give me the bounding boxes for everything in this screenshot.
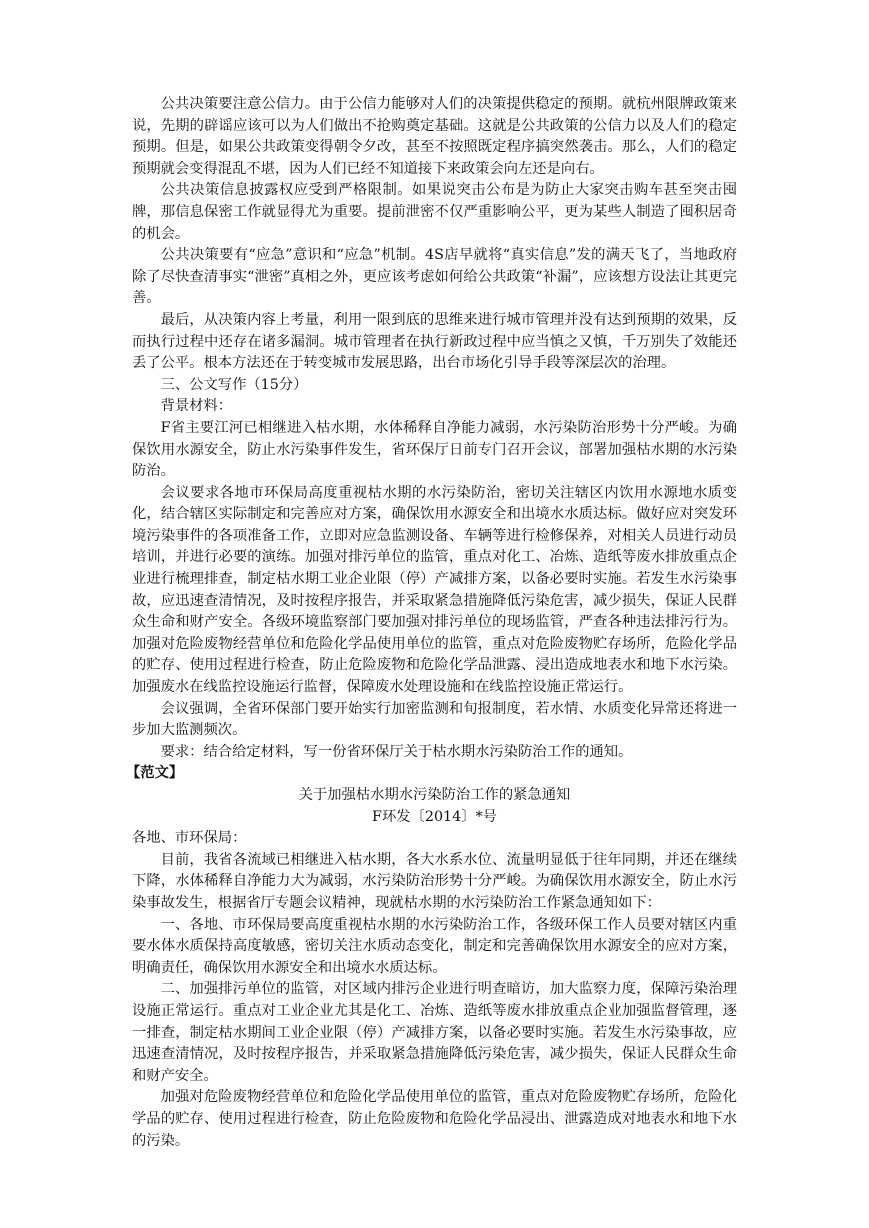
paragraph: 公共决策要有“应急”意识和“应急”机制。4S店早就将“真实信息”发的满天飞了，当地政府除了尽快查清事实“泄密”真相之外，更应该考虑如何给公共政策“补漏”，应该想方设法让其更完善。 xyxy=(132,247,737,307)
notice-paragraph: 二、加强排污单位的监管，对区域内排污企业进行明查暗访，加大监察力度，保障污染治理设施正常运行。重点对工业企业尤其是化工、冶炼、造纸等废水排放重点企业加强监督管理，逐一排查，制定枯水期间工业企业限（停）产减排方案，以备必要时实施。若发生水污染事故，应迅速查清情况，及时按程序报告，并采取紧急措施降低污染危害，减少损失，保证人民群众生命和财产安全。 xyxy=(132,981,737,1084)
background-label: 背景材料： xyxy=(160,398,233,415)
background-paragraph: F省主要江河已相继进入枯水期，水体稀释自净能力减弱，水污染防治形势十分严峻。为确保饮用水源安全，防止水污染事件发生，省环保厅日前专门召开会议，部署加强枯水期的水污染防治。 xyxy=(132,419,737,480)
notice-title: 关于加强枯水期水污染防治工作的紧急通知 xyxy=(298,787,571,803)
section-title: 三、公文写作（15分） xyxy=(160,376,308,393)
notice-paragraph: 一、各地、市环保局要高度重视枯水期的水污染防治工作，各级环保工作人员要对辖区内重要水体水质保持高度敏感，密切关注水质动态变化，制定和完善确保饮用水源安全的应对方案，明确责任，确保饮用水源安全和出境水水质达标。 xyxy=(132,916,737,976)
addressee: 各地、市环保局： xyxy=(132,830,247,847)
sample-marker xyxy=(126,763,737,785)
requirement: 要求：结合给定材料，写一份省环保厅关于枯水期水污染防治工作的通知。 xyxy=(160,743,633,760)
paragraph: 公共决策信息披露权应受到严格限制。如果说突击公布是为防止大家突击购车甚至突击囤牌，那信息保密工作就显得尤为重要。提前泄密不仅严重影响公平，更为某些人制造了囤积居奇的机会。 xyxy=(132,182,737,242)
notice-paragraph: 目前，我省各流域已相继进入枯水期，各大水系水位、流量明显低于往年同期，并还在继续下降，水体稀释自净能力大为减弱，水污染防治形势十分严峻。为确保饮用水源安全，防止水污染事故发生，根据省厅专题会议精神，现就枯水期的水污染防治工作紧急通知如下： xyxy=(132,851,737,911)
paragraph: 公共决策要注意公信力。由于公信力能够对人们的决策提供稳定的预期。就杭州限牌政策来说，先期的辟谣应该可以为人们做出不抢购奠定基础。这就是公共政策的公信力以及人们的稳定预期。但是，如果公共政策变得朝令夕改，甚至不按照既定程序搞突然袭击。那么，人们的稳定预期就会变得混乱不堪，因为人们已经不知道接下来政策会向左还是向右。 xyxy=(132,96,737,177)
notice-number: F环发〔2014〕*号 xyxy=(372,808,497,825)
paragraph: 最后，从决策内容上考量，利用一限到底的思维来进行城市管理并没有达到预期的效果，反而执行过程中还存在诸多漏洞。城市管理者在执行新政过程中应当慎之又慎，千万别失了效能还丢了公平。根本方法还在于转变城市发展思路，出台市场化引导手段等深层次的治理。 xyxy=(132,311,737,372)
background-paragraph: 会议要求各地市环保局高度重视枯水期的水污染防治，密切关注辖区内饮用水源地水质变化，结合辖区实际制定和完善应对方案，确保饮用水源安全和出境水水质达标。做好应对突发环境污染事件的各项准备工作，立即对应急监测设备、车辆等进行检修保养，对相关人员进行动员培训，并进行必要的演练。加强对排污单位的监管，重点对化工、冶炼、造纸等废水排放重点企业进行梳理排查，制定枯水期工业企业限（停）产减排方案，以备必要时实施。若发生水污染事故，应迅速查清情况，及时按程序报告，并采取紧急措施降低污染危害，减少损失，保证人民群众生命和财产安全。各级环境监察部门要加强对排污单位的现场监管，严查各种违法排污行为。加强对危险废物经营单位和危险化学品使用单位的监管，重点对危险废物贮存场所，危险化学品的贮存、使用过程进行检查，防止危险废物和危险化学品泄露、浸出造成地表水和地下水污染。加强废水在线监控设施运行监督，保障废水处理设施和在线监控设施正常运行。 xyxy=(132,484,737,696)
sample-marker-text: 【范文】 xyxy=(126,765,184,782)
background-paragraph: 会议强调，全省环保部门要开始实行加密监测和旬报制度，若水情、水质变化异常还将进一步加大监测频次。 xyxy=(132,700,737,739)
notice-paragraph: 加强对危险废物经营单位和危险化学品使用单位的监管，重点对危险废物贮存场所，危险化学品的贮存、使用过程进行检查，防止危险废物和危险化学品浸出、泄露造成对地表水和地下水的污染。 xyxy=(132,1089,737,1149)
